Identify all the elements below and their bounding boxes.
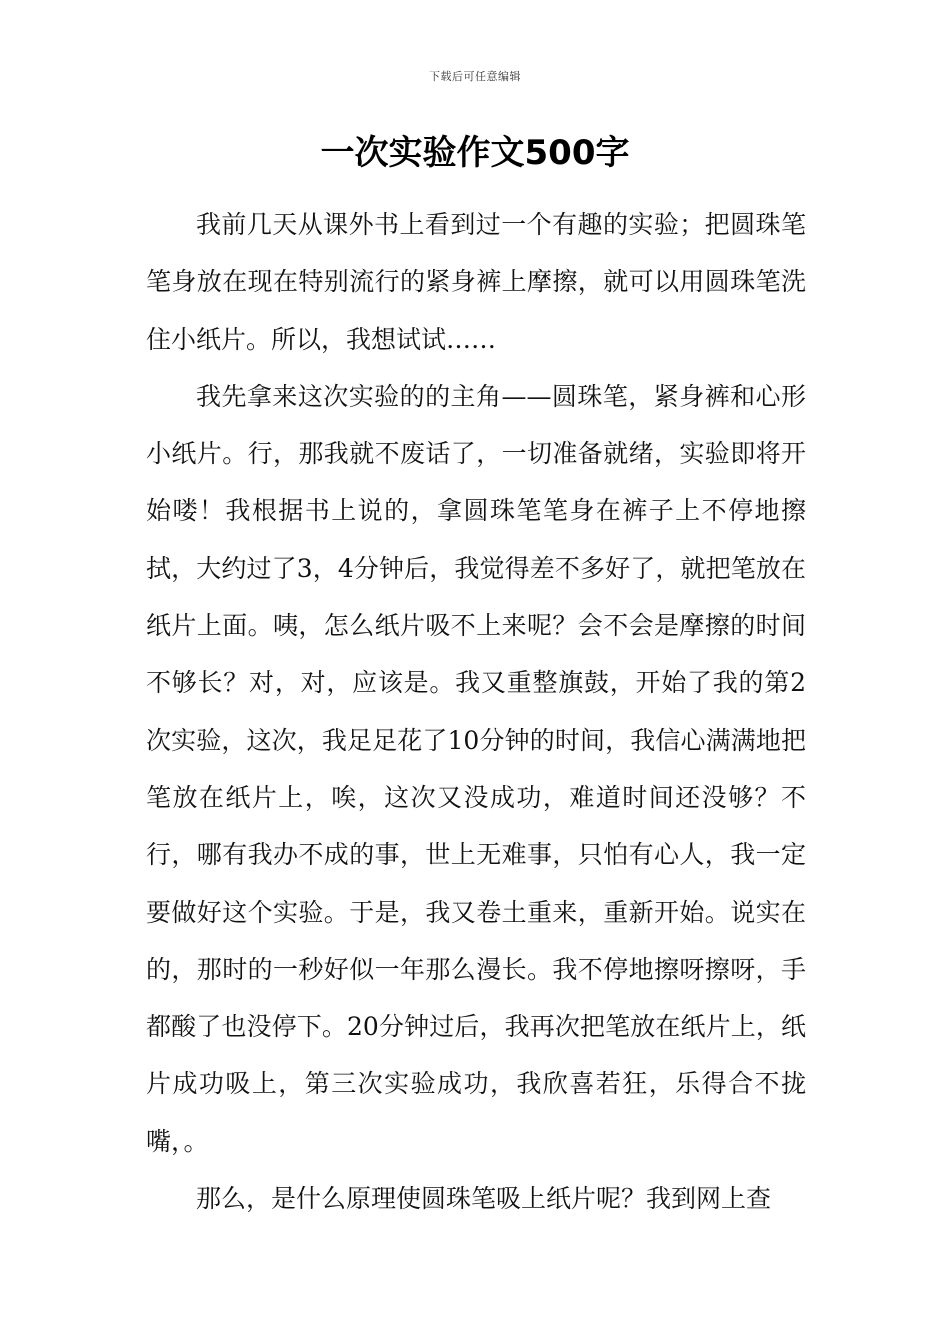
document-body [146,196,806,1227]
header-note: 下载后可任意编辑 [429,70,521,83]
paragraph: 我前几天从课外书上看到过一个有趣的实验；把圆珠笔笔身放在现在特别流行的紧身裤上摩擦，就可以用圆珠笔洗住小纸片。所以，我想试试…… [146,210,806,354]
paragraph: 那么，是什么原理使圆珠笔吸上纸片呢？我到网上查 [196,1184,772,1214]
document-title: 一次实验作文500字 [320,133,630,173]
paragraph: 我先拿来这次实验的的主角——圆珠笔，紧身裤和心形小纸片。行，那我就不废话了，一切准备就绪，实验即将开始喽！我根据书上说的，拿圆珠笔笔身在裤子上不停地擦拭，大约过了3，4分钟后，我觉得差不多好了，就把笔放在纸片上面。咦，怎么纸片吸不上来呢？会不会是摩擦的时间不够长？对，对，应该是。我又重整旗鼓，开始了我的第2次实验，这次，我足足花了10分钟的时间，我信心满满地把笔放在纸片上，唉，这次又没成功，难道时间还没够？不行，哪有我办不成的事，世上无难事，只怕有心人，我一定要做好这个实验。于是，我又卷土重来，重新开始。说实在的，那时的一秒好似一年那么漫长。我不停地擦呀擦呀，手都酸了也没停下。20分钟过后，我再次把笔放在纸片上，纸片成功吸上，第三次实验成功，我欣喜若狂，乐得合不拢嘴，。 [146,381,806,1156]
